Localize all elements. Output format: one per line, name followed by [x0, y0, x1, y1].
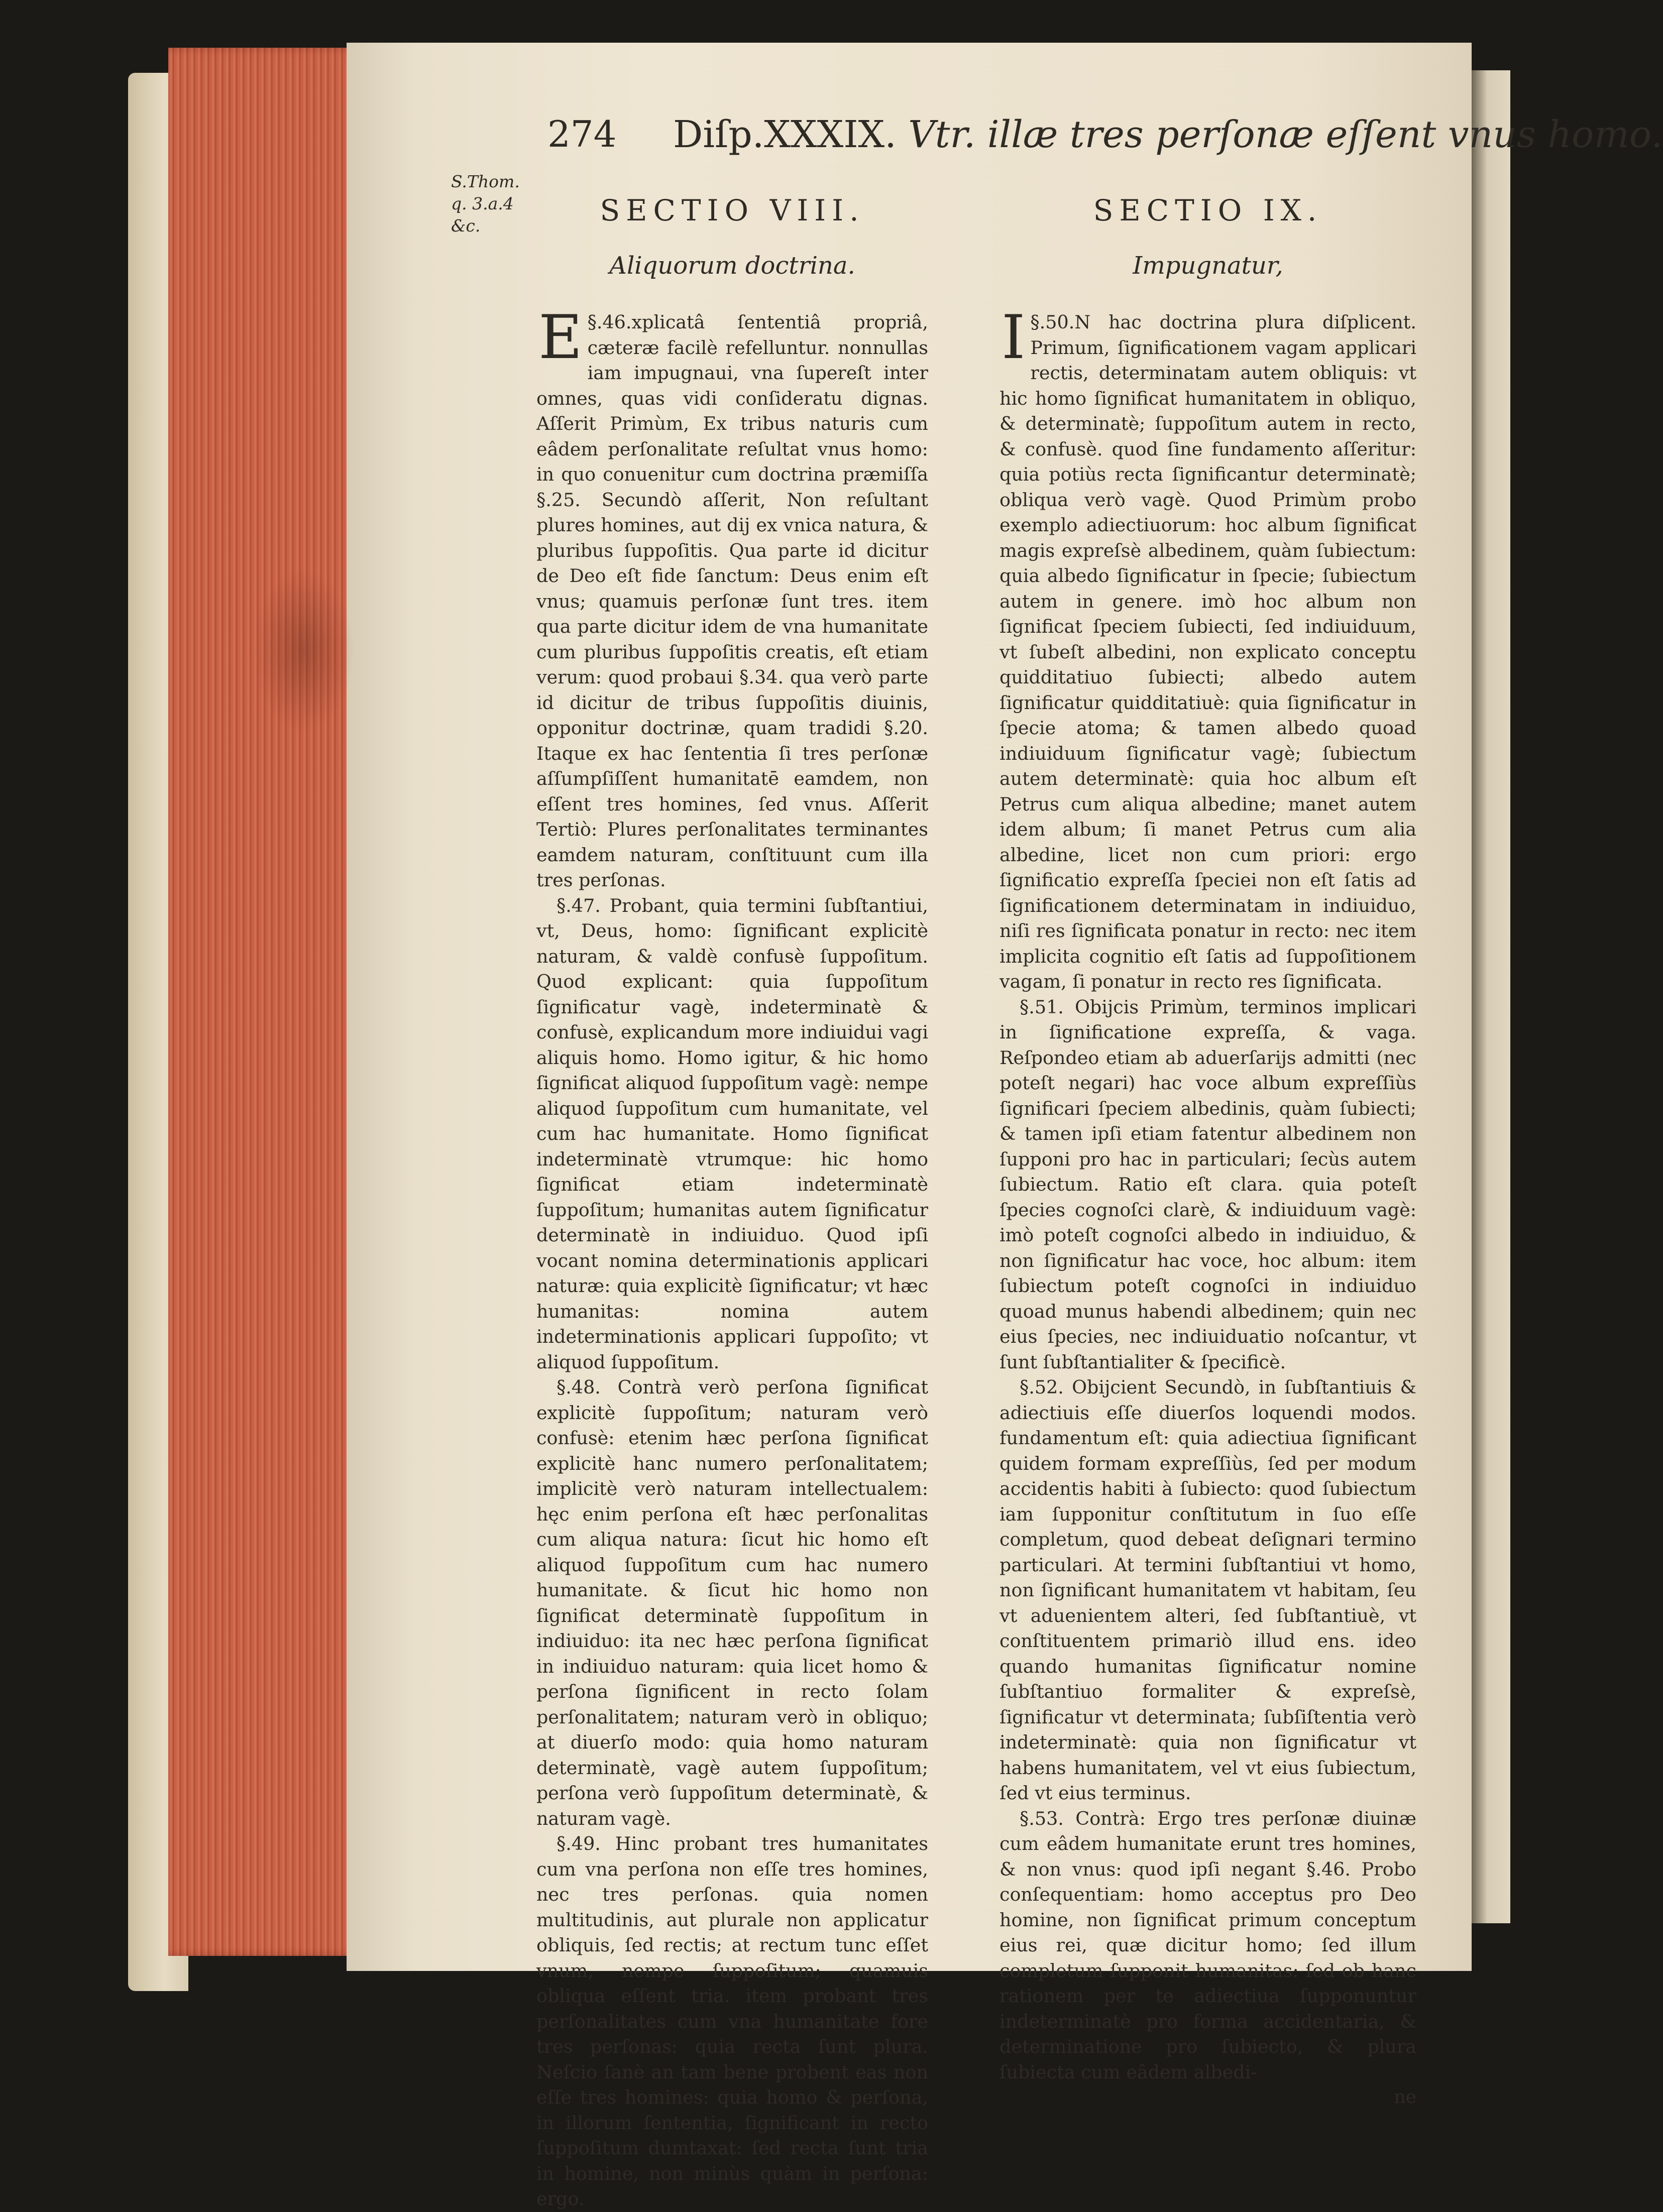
offset-stain	[254, 567, 354, 733]
section-heading: SECTIO VIII.	[600, 193, 865, 227]
paragraph-number: §.46.	[587, 311, 632, 333]
paragraph-47: §.47. Probant, quia termini ſubſtantiui, vt, Deus, homo: ſignificant explicitè naturam, & valdè confusè ſuppoſitum. Quod explicant: quia ſuppoſitum ſignificatur vagè, indeterminatè & confusè, explicandum more indiuidui vagi aliquis homo. Homo igitur, & hic homo ſignificat aliquod ſuppoſitum vagè: nempe aliquod ſuppoſitum cum humanitate, vel cum hac humanitate. Homo ſignificat indeterminatè vtrumque: hic homo ſignificat etiam indeterminatè ſuppoſitum; humanitas autem ſignificatur determinatè in indiuiduo. Quod ipſi vocant nomina determinationis applicari naturæ: quia explicitè ſignificatur; vt hæc humanitas: nomina autem indeterminationis applicari ſuppoſito; vt aliquod ſuppoſitum.	[536, 894, 928, 1373]
right-column	[1000, 193, 1416, 2111]
running-head-title: Vtr. illæ tres perſonæ eſſent vnus homo.	[908, 113, 1663, 156]
paragraph-53: §.53. Contrà: Ergo tres perſonæ diuinæ cum eâdem humanitate erunt tres homines, & non vnus: quod ipſi negant §.46. Probo conſequentiam: homo acceptus pro Deo homine, non ſignificat primum conceptum eius rei, quæ dicitur homo; ſed illum completum ſupponit humanitas: ſed ob hanc rationem per te adiectiua ſupponuntur indeterminatè pro forma accidentaria, & determinatione pro ſubiecto, & plura ſubiecta cum eâdem albedi-	[1000, 1807, 1416, 2083]
paragraph-number: §.50.	[1030, 311, 1075, 333]
left-column	[536, 193, 928, 2212]
paragraph-49: §.49. Hinc probant tres humanitates cum vna perſona non eſſe tres homines, nec tres perſonas. quia nomen multitudinis, aut plurale non applicatur obliquis, ſed rectis; at rectum tunc eſſet vnum, nempe ſuppoſitum; quamuis obliqua eſſent tria. item probant tres perſonalitates cum vna humanitate fore tres perſonas: quia recta ſunt plura. Neſcio ſanè an tam bene probent eas non eſſe tres homines: quia homo & perſona, in illorum ſententia, ſignificant in recto ſuppoſitum dumtaxat: ſed recta ſunt tria in homine, non minùs quàm in perſona: ergo.	[536, 1833, 928, 2209]
running-head-lead: Diſp.XXXIX.	[673, 113, 897, 156]
section-subtitle: Aliquorum doctrina.	[609, 252, 855, 280]
page-number: 274	[547, 113, 617, 155]
drop-capital: E	[538, 303, 583, 373]
drop-capital: I	[1002, 303, 1026, 373]
paragraph-50	[1000, 303, 1416, 995]
margin-note: S.Thom. q. 3.a.4 &c.	[451, 172, 520, 236]
running-head	[673, 113, 1663, 156]
paragraph-text: xplicatâ ſententiâ propriâ, cæteræ facilè refelluntur. nonnullas iam impugnaui, vna ſupereſt inter omnes, quas vidi conſideratu dignas. Aſſerit Primùm, Ex tribus naturis cum eâdem perſonalitate reſultat vnus homo: in quo conuenitur cum doctrina præmiſſa §.25. Secundò aſſerit, Non reſultant plures homines, aut dij ex vnica natura, & pluribus ſuppoſitis. Qua parte id dicitur de Deo eſt fide ſanctum: Deus enim eſt vnus; quamuis perſonæ ſunt tres. item qua parte dicitur idem de vna humanitate cum pluribus ſuppoſitis creatis, eſt etiam verum: quod probaui §.34. qua verò parte id dicitur de tribus ſuppoſitis diuinis, opponitur doctrinæ, quam tradidi §.20. Itaque ex hac ſententia ſi tres perſonæ aſſumpſiſſent humanitatē eamdem, non eſſent tres homines, ſed vnus. Aſſerit Tertiò: Plures perſonalitates terminantes eamdem naturam, conſtituunt cum illa tres perſonas.	[536, 311, 928, 891]
paragraph-51: §.51. Obijcis Primùm, terminos implicari in ſignificatione expreſſa, & vaga. Reſpondeo etiam ab aduerſarijs admitti (nec poteſt negari) hac voce album expreſſiùs ſignificari ſpeciem albedinis, quàm ſubiecti; & tamen ipſi etiam fatentur albedinem non ſupponi pro hac in particulari; ſecùs autem ſubiectum. Ratio eſt clara. quia poteſt ſpecies cognoſci clarè, & indiuiduum vagè: imò poteſt cognoſci albedo in indiuiduo, & non ſignificatur hac voce, hoc album: item ſubiectum poteſt cognoſci in indiuiduo quoad munus habendi albedinem; quin nec eius ſpecies, nec indiuiduatio noſcantur, vt ſunt ſubſtantialiter & ſpecificè.	[1000, 996, 1416, 1373]
paragraph-48: §.48. Contrà verò perſona ſignificat explicitè ſuppoſitum; naturam verò confusè: etenim hæc perſona ſignificat explicitè hanc numero perſonalitatem; implicitè verò naturam intellectualem: hęc enim perſona eſt hæc perſonalitas cum aliqua natura: ſicut hic homo eſt aliquod ſuppoſitum cum hac numero humanitate. & ſicut hic homo non ſignificat determinatè ſuppoſitum in indiuiduo: ita nec hæc perſona ſignificat in indiuiduo naturam: quia licet homo & perſona ſignificent in recto ſolam perſonalitatem; naturam verò in obliquo; at diuerſo modo: quia homo naturam determinatè, vagè autem ſuppoſitum; perſona verò ſuppoſitum determinatè, & naturam vagè.	[536, 1376, 928, 1829]
paragraph-52: §.52. Obijcient Secundò, in ſubſtantiuis & adiectiuis eſſe diuerſos loquendi modos. fundamentum eſt: quia adiectiua ſignificant quidem formam expreſſiùs, ſed per modum accidentis habiti à ſubiecto: quod ſubiectum iam ſupponitur conſtitutum in ſuo eſſe completum, quod debeat deſignari termino particulari. At termini ſubſtantiui vt homo, non ſignificant humanitatem vt habitam, ſeu vt aduenientem alteri, ſed ſubſtantiuè, vt conſtituentem primariò illud ens. ideo quando humanitas ſignificatur nomine ſubſtantiuo formaliter & expreſsè, ſignificatur vt determinata; ſubſiſtentia verò indeterminatè: quia non ſignificatur vt habens humanitatem, vel vt eius ſubiectum, ſed vt eius terminus.	[1000, 1376, 1416, 1804]
paragraph-text: N hac doctrina plura diſplicent. Primum, ſignificationem vagam applicari rectis, determinatam autem obliquis: vt hic homo ſignificat humanitatem in obliquo, & determinatè; ſuppoſitum autem in recto, & confusè. quod ſine fundamento aſſeritur: quia potiùs recta ſignificantur determinatè; obliqua verò vagè. Quod Primùm probo exemplo adiectiuorum: hoc album ſignificat magis expreſsè albedinem, quàm ſubiectum: quia albedo ſignificatur in ſpecie; ſubiectum autem in genere. imò hoc album non ſignificat ſpeciem ſubiecti, ſed indiuiduum, vt ſubeſt albedini, non explicato conceptu quidditatiuo ſubiecti; albedo autem ſignificatur quidditatiuè: quia ſignificatur in ſpecie atoma; & tamen albedo quoad indiuiduum ſignificatur vagè; ſubiectum autem determinatè: quia hoc album eſt Petrus cum aliqua albedine; manet autem idem album; ſi manet Petrus cum alia albedine, licet non cum priori: ergo ſignificatio expreſſa ſpeciei non eſt ſatis ad ſignificationem determinatam in indiuiduo, niſi res ſignificata ponatur in recto: nec item implicita cognitio eſt ſatis ad ſuppoſitionem vagam, ſi ponatur in recto res ſignificata.	[1000, 311, 1416, 992]
right-column-text	[1000, 303, 1416, 2111]
left-column-text	[536, 303, 928, 2212]
section-heading: SECTIO IX.	[1093, 193, 1323, 227]
paragraph-46	[536, 303, 928, 893]
facing-page-edge	[1472, 70, 1510, 1923]
page-block-red-edges	[168, 48, 364, 1956]
catchword: ne	[1394, 2087, 1416, 2108]
section-subtitle: Impugnatur,	[1133, 252, 1283, 280]
